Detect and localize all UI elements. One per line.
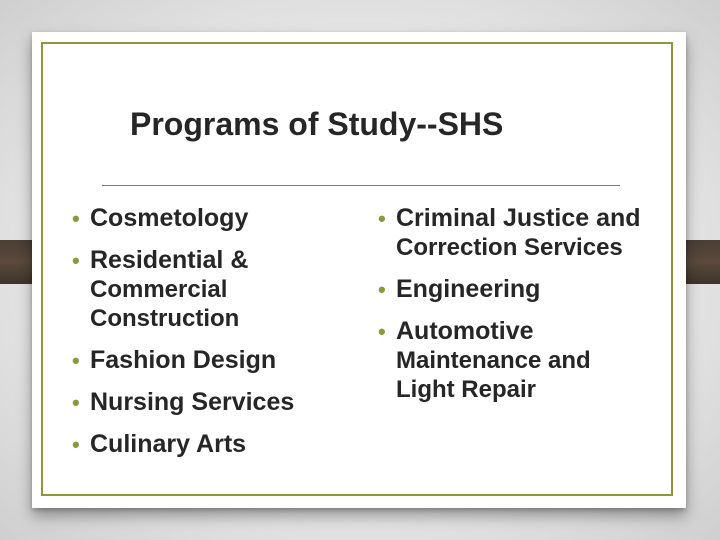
list-item xyxy=(378,275,708,304)
left-program-list xyxy=(72,204,372,472)
program-label: Automotive xyxy=(396,317,534,345)
bullet-icon: • xyxy=(378,277,386,302)
program-label-continued: Construction xyxy=(90,305,240,332)
title-divider xyxy=(102,185,620,186)
program-label: Engineering xyxy=(396,275,541,303)
bullet-icon: • xyxy=(72,248,80,273)
list-item xyxy=(72,346,372,375)
program-label: Criminal Justice and xyxy=(396,204,641,232)
program-label-continued: Correction Services xyxy=(396,234,623,261)
program-label-continued: Maintenance and xyxy=(396,347,591,374)
program-label: Fashion Design xyxy=(90,346,277,374)
program-label: Residential & xyxy=(90,246,249,274)
bullet-icon: • xyxy=(72,432,80,457)
list-item xyxy=(72,204,372,233)
bullet-icon: • xyxy=(72,390,80,415)
list-item xyxy=(72,430,372,459)
slide-card xyxy=(32,32,686,508)
list-item xyxy=(72,246,372,333)
right-program-list xyxy=(378,204,708,417)
list-item xyxy=(378,317,708,404)
program-label-continued: Light Repair xyxy=(396,376,537,403)
bullet-icon: • xyxy=(378,319,386,344)
program-label: Cosmetology xyxy=(90,204,249,232)
program-label: Nursing Services xyxy=(90,388,295,416)
bullet-icon: • xyxy=(72,206,80,231)
bullet-icon: • xyxy=(72,348,80,373)
program-label: Culinary Arts xyxy=(90,430,247,458)
program-label-continued: Commercial xyxy=(90,276,228,303)
bullet-icon: • xyxy=(378,206,386,231)
slide-title: Programs of Study--SHS xyxy=(130,106,504,142)
list-item xyxy=(72,388,372,417)
list-item xyxy=(378,204,708,262)
